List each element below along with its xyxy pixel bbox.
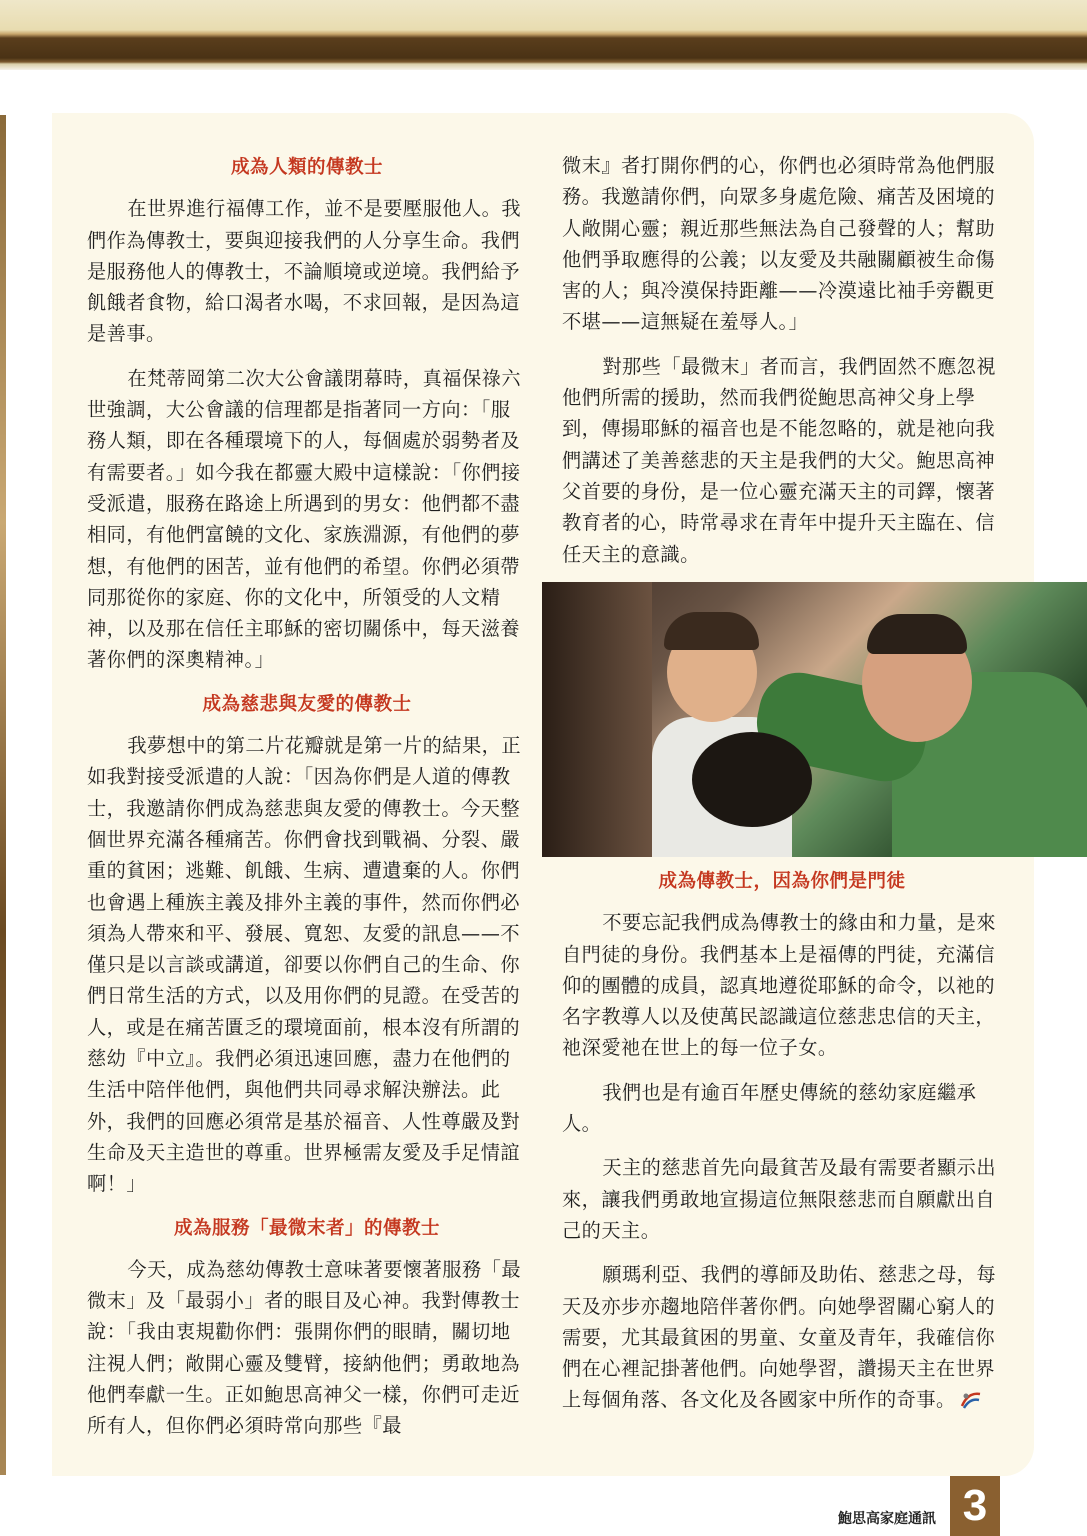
left-column [87,152,527,1455]
photo-detail [867,614,967,654]
photo-blessing-ceremony [542,582,1087,857]
paragraph: 在梵蒂岡第二次大公會議閉幕時，真福保祿六世強調，大公會議的信理都是指著同一方向：「服務人類，即在各種環境下的人，每個處於弱勢者及有需要者。」如今我在都靈大殿中這樣說：「你們接受派遣，服務在路途上所遇到的男女：他們都不盡相同，有他們富饒的文化、家族淵源，有他們的夢想，有他們的困苦，並有他們的希望。你們必須帶同那從你的家庭、你的文化中，所領受的人文精神，以及那在信任主耶穌的密切關係中，每天滋養著你們的深奧精神。」 [87,366,522,672]
section-heading-missionaries-of-humanity: 成為人類的傳教士 [230,157,383,178]
section-heading-mercy-and-fraternity: 成為慈悲與友愛的傳教士 [202,693,412,715]
paragraph: 天主的慈悲首先向最貧苦及最有需要者顯示出來，讓我們勇敢地宣揚這位無限慈悲而自願獻出自己的天主。 [562,1156,997,1242]
paragraph-final [562,1259,1002,1415]
photo-figure-bowed-head [692,732,812,827]
paragraph: 今天，成為慈幼傳教士意味著要懷著服務「最微末」及「最弱小」者的眼目及心神。我對傳教士說：「我由衷規勸你們：張開你們的眼睛，關切地注視人們；敞開心靈及雙臂，接納他們；勇敢地為他們奉獻一生。正如鮑思高神父一樣，你們可走近所有人，但你們必須時常向那些『最 [87,1257,522,1438]
paragraph: 我們也是有逾百年歷史傳統的慈幼家庭繼承人。 [562,1080,977,1136]
right-column-bottom [562,866,1002,1429]
publication-name: 鮑思高家庭通訊 [838,1511,936,1527]
left-decorative-strip [0,115,6,1475]
page-number: 3 [950,1476,1000,1536]
paragraph-text: 願瑪利亞、我們的導師及助佑、慈悲之母，每天及亦步亦趨地陪伴著你們。向她學習關心窮人的需要，尤其最貧困的男童、女童及青年，我確信你們在心裡記掛著他們。向她學習，讚揚天主在世界上每個角落、各文化及各國家中所作的奇事。 [562,1263,997,1412]
section-heading-serving-the-least: 成為服務「最微末者」的傳教士 [173,1217,440,1239]
right-column-top [562,150,1002,583]
paragraph: 不要忘記我們成為傳教士的緣由和力量，是來自門徒的身份。我們基本上是福傳的門徒，充滿信仰的團體的成員，認真地遵從耶穌的命令，以祂的名字教導人以及使萬民認識這位慈悲忠信的天主，祂深愛祂在世上的每一位子女。 [562,911,997,1060]
paragraph: 我夢想中的第二片花瓣就是第一片的結果，正如我對接受派遣的人說：「因為你們是人道的傳教士，我邀請你們成為慈悲與友愛的傳教士。今天整個世界充滿各種痛苦。你們會找到戰禍、分裂、嚴重的貧困；逃難、飢餓、生病、遭遺棄的人。你們也會遇上種族主義及排外主義的事件，然而你們必須為人帶來和平、發展、寬恕、友愛的訊息——不僅只是以言談或講道，卻要以你們自己的生命、你們日常生活的方式，以及用你們的見證。在受苦的人，或是在痛苦匱乏的環境面前，根本沒有所謂的慈幼『中立』。我們必須迅速回應，盡力在他們的生活中陪伴他們，與他們共同尋求解決辦法。此外，我們的回應必須常是基於福音、人性尊嚴及對生命及天主造世的尊重。世界極需友愛及手足情誼啊！」 [87,734,522,1196]
paragraph: 對那些「最微末」者而言，我們固然不應忽視他們所需的援助，然而我們從鮑思高神父身上學到，傳揚耶穌的福音也是不能忽略的，就是祂向我們講述了美善慈悲的天主是我們的大父。鮑思高神父首要的身份，是一位心靈充滿天主的司鐸，懷著教育者的心，時常尋求在青年中提升天主臨在、信任天主的意識。 [562,354,997,566]
paragraph: 在世界進行福傳工作，並不是要壓服他人。我們作為傳教士，要與迎接我們的人分享生命。我們是服務他人的傳教士，不論順境或逆境。我們給予飢餓者食物，給口渴者水喝，不求回報，是因為這是善事。 [87,197,522,346]
section-heading-missionaries-because-disciples: 成為傳教士，因為你們是門徒 [658,871,906,892]
photo-detail [664,612,759,650]
paragraph-continued: 微末』者打開你們的心，你們也必須時常為他們服務。我邀請你們，向眾多身處危險、痛苦及困境的人敞開心靈；親近那些無法為自己發聲的人；幫助他們爭取應得的公義；以友愛及共融關顧被生命傷害的人；與冷漠保持距離——冷漠遠比袖手旁觀更不堪——這無疑在羞辱人。」 [562,154,996,334]
photo-background [542,582,652,857]
salesian-logo-icon [960,1390,982,1410]
top-decorative-band [0,0,1087,70]
